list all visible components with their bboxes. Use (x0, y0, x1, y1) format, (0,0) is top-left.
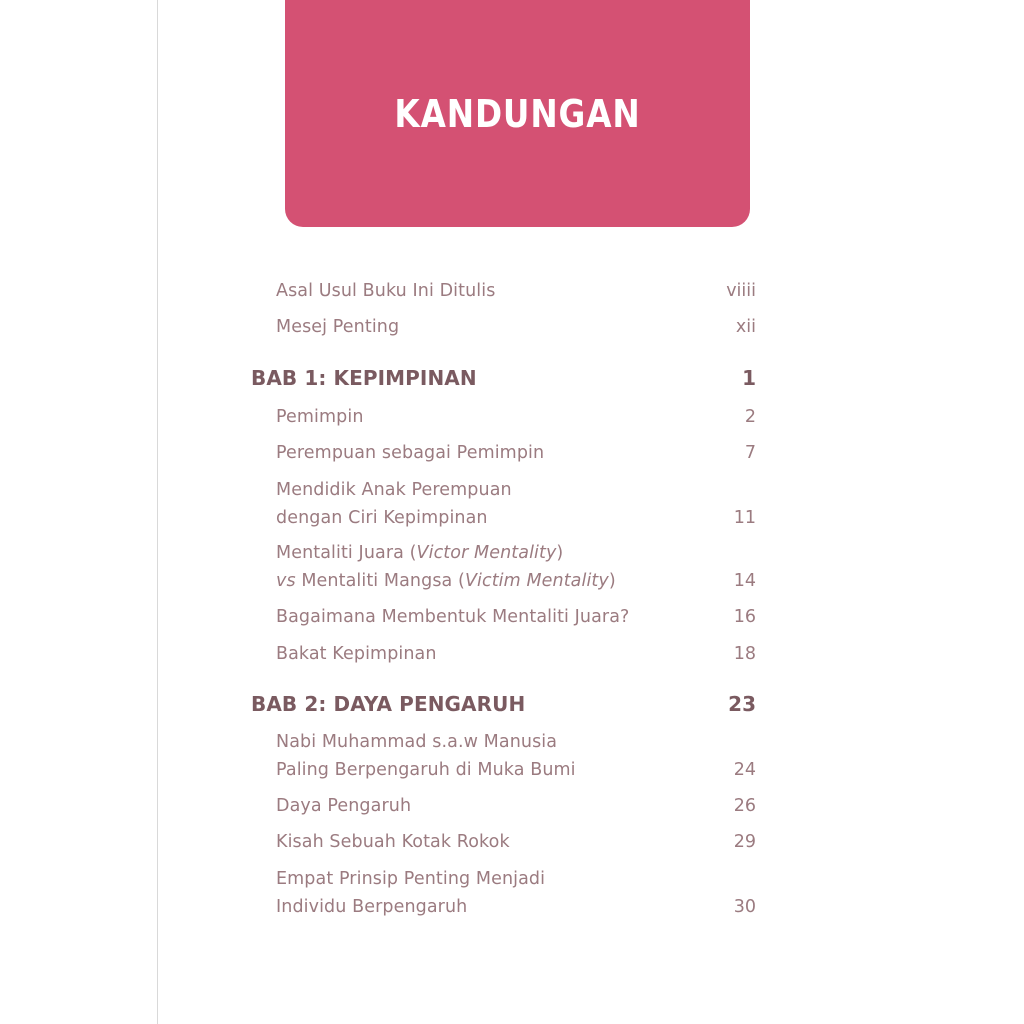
toc-entry-page: 18 (733, 644, 756, 664)
toc-entry (276, 441, 756, 465)
toc-entry-label-line2: Individu Berpengaruh (276, 897, 468, 917)
toc-entry-page: xii (735, 317, 756, 337)
toc-entry-label: Asal Usul Buku Ini Ditulis (276, 281, 496, 301)
toc-entry-page: 29 (733, 832, 756, 852)
title-banner (285, 0, 750, 227)
toc-entry-label: Daya Pengaruh (276, 796, 412, 816)
toc-entry-page: 16 (733, 607, 756, 627)
toc-entry-label: Kisah Sebuah Kotak Rokok (276, 832, 510, 852)
toc-entry-label: Pemimpin (276, 407, 364, 427)
toc-entry-page: 26 (733, 796, 756, 816)
toc-entry-page: 14 (733, 571, 756, 591)
toc-entry (276, 279, 756, 303)
toc-entry-label: Mendidik Anak Perempuan (276, 480, 512, 500)
toc-entry-label: Nabi Muhammad s.a.w Manusia (276, 732, 558, 752)
label-part-italic: Victor Mentality (416, 543, 557, 563)
toc-entry-page: viiii (726, 281, 756, 301)
toc-entry (276, 642, 756, 666)
toc-entry (276, 405, 756, 429)
label-part-italic: vs (276, 571, 296, 591)
chapter-page: 1 (742, 366, 756, 390)
toc-entry-label-line2: Paling Berpengaruh di Muka Bumi (276, 760, 576, 780)
page-edge-line (157, 0, 158, 1024)
toc-entry-label: Empat Prinsip Penting Menjadi (276, 869, 546, 889)
toc-entry-label: Bakat Kepimpinan (276, 644, 437, 664)
label-part: Mentaliti Mangsa ( (295, 571, 465, 591)
toc-entry (276, 730, 756, 790)
toc-entry-label (276, 541, 563, 565)
page-title: KANDUNGAN (394, 92, 641, 136)
label-part-italic: Victim Mentality (464, 571, 609, 591)
chapter-title: BAB 2: DAYA PENGARUH (251, 692, 526, 716)
label-part: ) (556, 543, 564, 563)
toc-entry (276, 541, 756, 601)
toc-entry-label: Mesej Penting (276, 317, 400, 337)
toc-entry-label: Bagaimana Membentuk Mentaliti Juara? (276, 607, 630, 627)
chapter-title: BAB 1: KEPIMPINAN (251, 366, 477, 390)
toc-entry-label: Perempuan sebagai Pemimpin (276, 443, 545, 463)
toc-entry (276, 315, 756, 339)
toc-entry-page: 11 (733, 508, 756, 528)
toc-entry (276, 478, 756, 538)
toc-entry (276, 867, 756, 927)
toc-entry-page: 2 (744, 407, 756, 427)
toc-entry (276, 605, 756, 629)
toc-entry (276, 794, 756, 818)
toc-entry-label-line2: dengan Ciri Kepimpinan (276, 508, 488, 528)
toc-chapter-heading (251, 692, 756, 716)
toc-entry-page: 30 (733, 897, 756, 917)
toc-entry-page: 24 (733, 760, 756, 780)
toc-entry-label-line2 (276, 569, 616, 593)
label-part: Mentaliti Juara ( (276, 543, 417, 563)
toc-entry-page: 7 (744, 443, 756, 463)
chapter-page: 23 (728, 692, 756, 716)
toc-entry (276, 830, 756, 854)
toc-chapter-heading (251, 366, 756, 390)
label-part: ) (608, 571, 616, 591)
